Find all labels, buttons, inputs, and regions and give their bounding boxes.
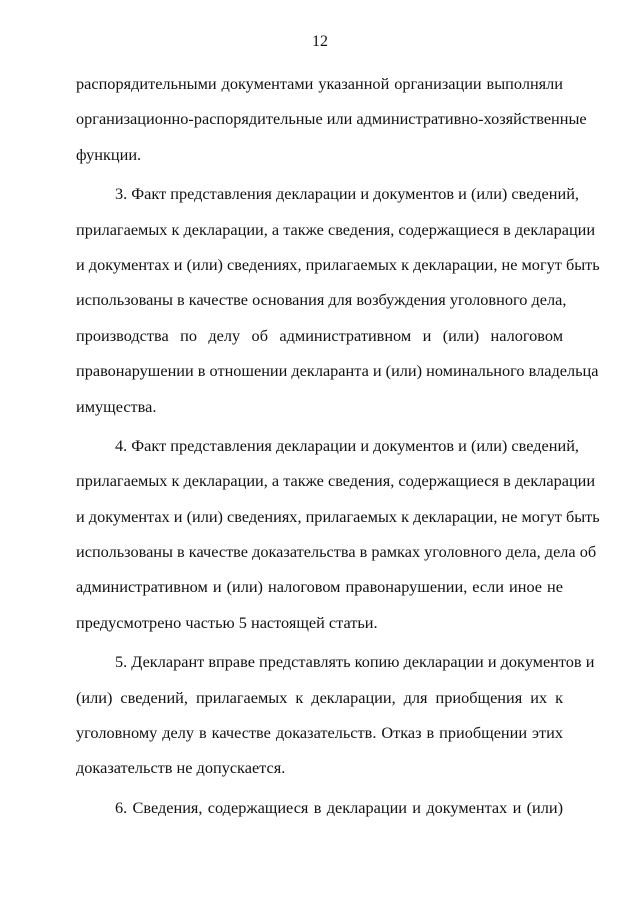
text-line: прилагаемых к декларации, а также сведения, содержащиеся в декларации: [76, 471, 596, 491]
paragraph-item-5: [76, 644, 595, 786]
text-line: производства по делу об административном и (или) налоговом: [76, 325, 563, 345]
text-line: использованы в качестве основания для возбуждения уголовного дела,: [76, 290, 567, 310]
text-line: прилагаемых к декларации, а также сведения, содержащиеся в декларации: [76, 219, 596, 239]
text-line: и документах и (или) сведениях, прилагаемых к декларации, не могут быть: [76, 506, 600, 526]
text-line: (или) сведений, прилагаемых к декларации, для приобщения их к: [76, 687, 563, 707]
text-line: 3. Факт представления декларации и документов и (или) сведений,: [115, 184, 579, 204]
text-line: доказательств не допускается.: [76, 758, 286, 778]
text-line: 4. Факт представления декларации и документов и (или) сведений,: [115, 435, 579, 455]
text-line: предусмотрено частью 5 настоящей статьи.: [76, 612, 378, 632]
text-line: распорядительными документами указанной организации выполняли: [76, 74, 563, 93]
text-line: 6. Сведения, содержащиеся в декларации и документах и (или): [115, 797, 563, 817]
text-line: функции.: [76, 144, 142, 164]
text-line: уголовному делу в качестве доказательств. Отказ в приобщении этих: [76, 723, 563, 743]
page-number: 12: [312, 33, 328, 50]
paragraph-continuation: [76, 66, 587, 172]
paragraph-item-3: [76, 176, 600, 424]
paragraph-item-4: [76, 428, 600, 640]
text-line: административном и (или) налоговом правонарушении, если иное не: [76, 577, 563, 597]
text-line: правонарушении в отношении декларанта и (или) номинального владельца: [76, 361, 599, 381]
document-body: [76, 66, 600, 825]
text-line: 5. Декларант вправе представлять копию декларации и документов и: [115, 652, 595, 672]
text-line: и документах и (или) сведениях, прилагаемых к декларации, не могут быть: [76, 254, 600, 274]
text-line: использованы в качестве доказательства в рамках уголовного дела, дела об: [76, 542, 597, 562]
paragraph-item-6: [76, 790, 563, 825]
text-line: имущества.: [76, 396, 157, 416]
text-line: организационно-распорядительные или административно-хозяйственные: [76, 109, 587, 129]
